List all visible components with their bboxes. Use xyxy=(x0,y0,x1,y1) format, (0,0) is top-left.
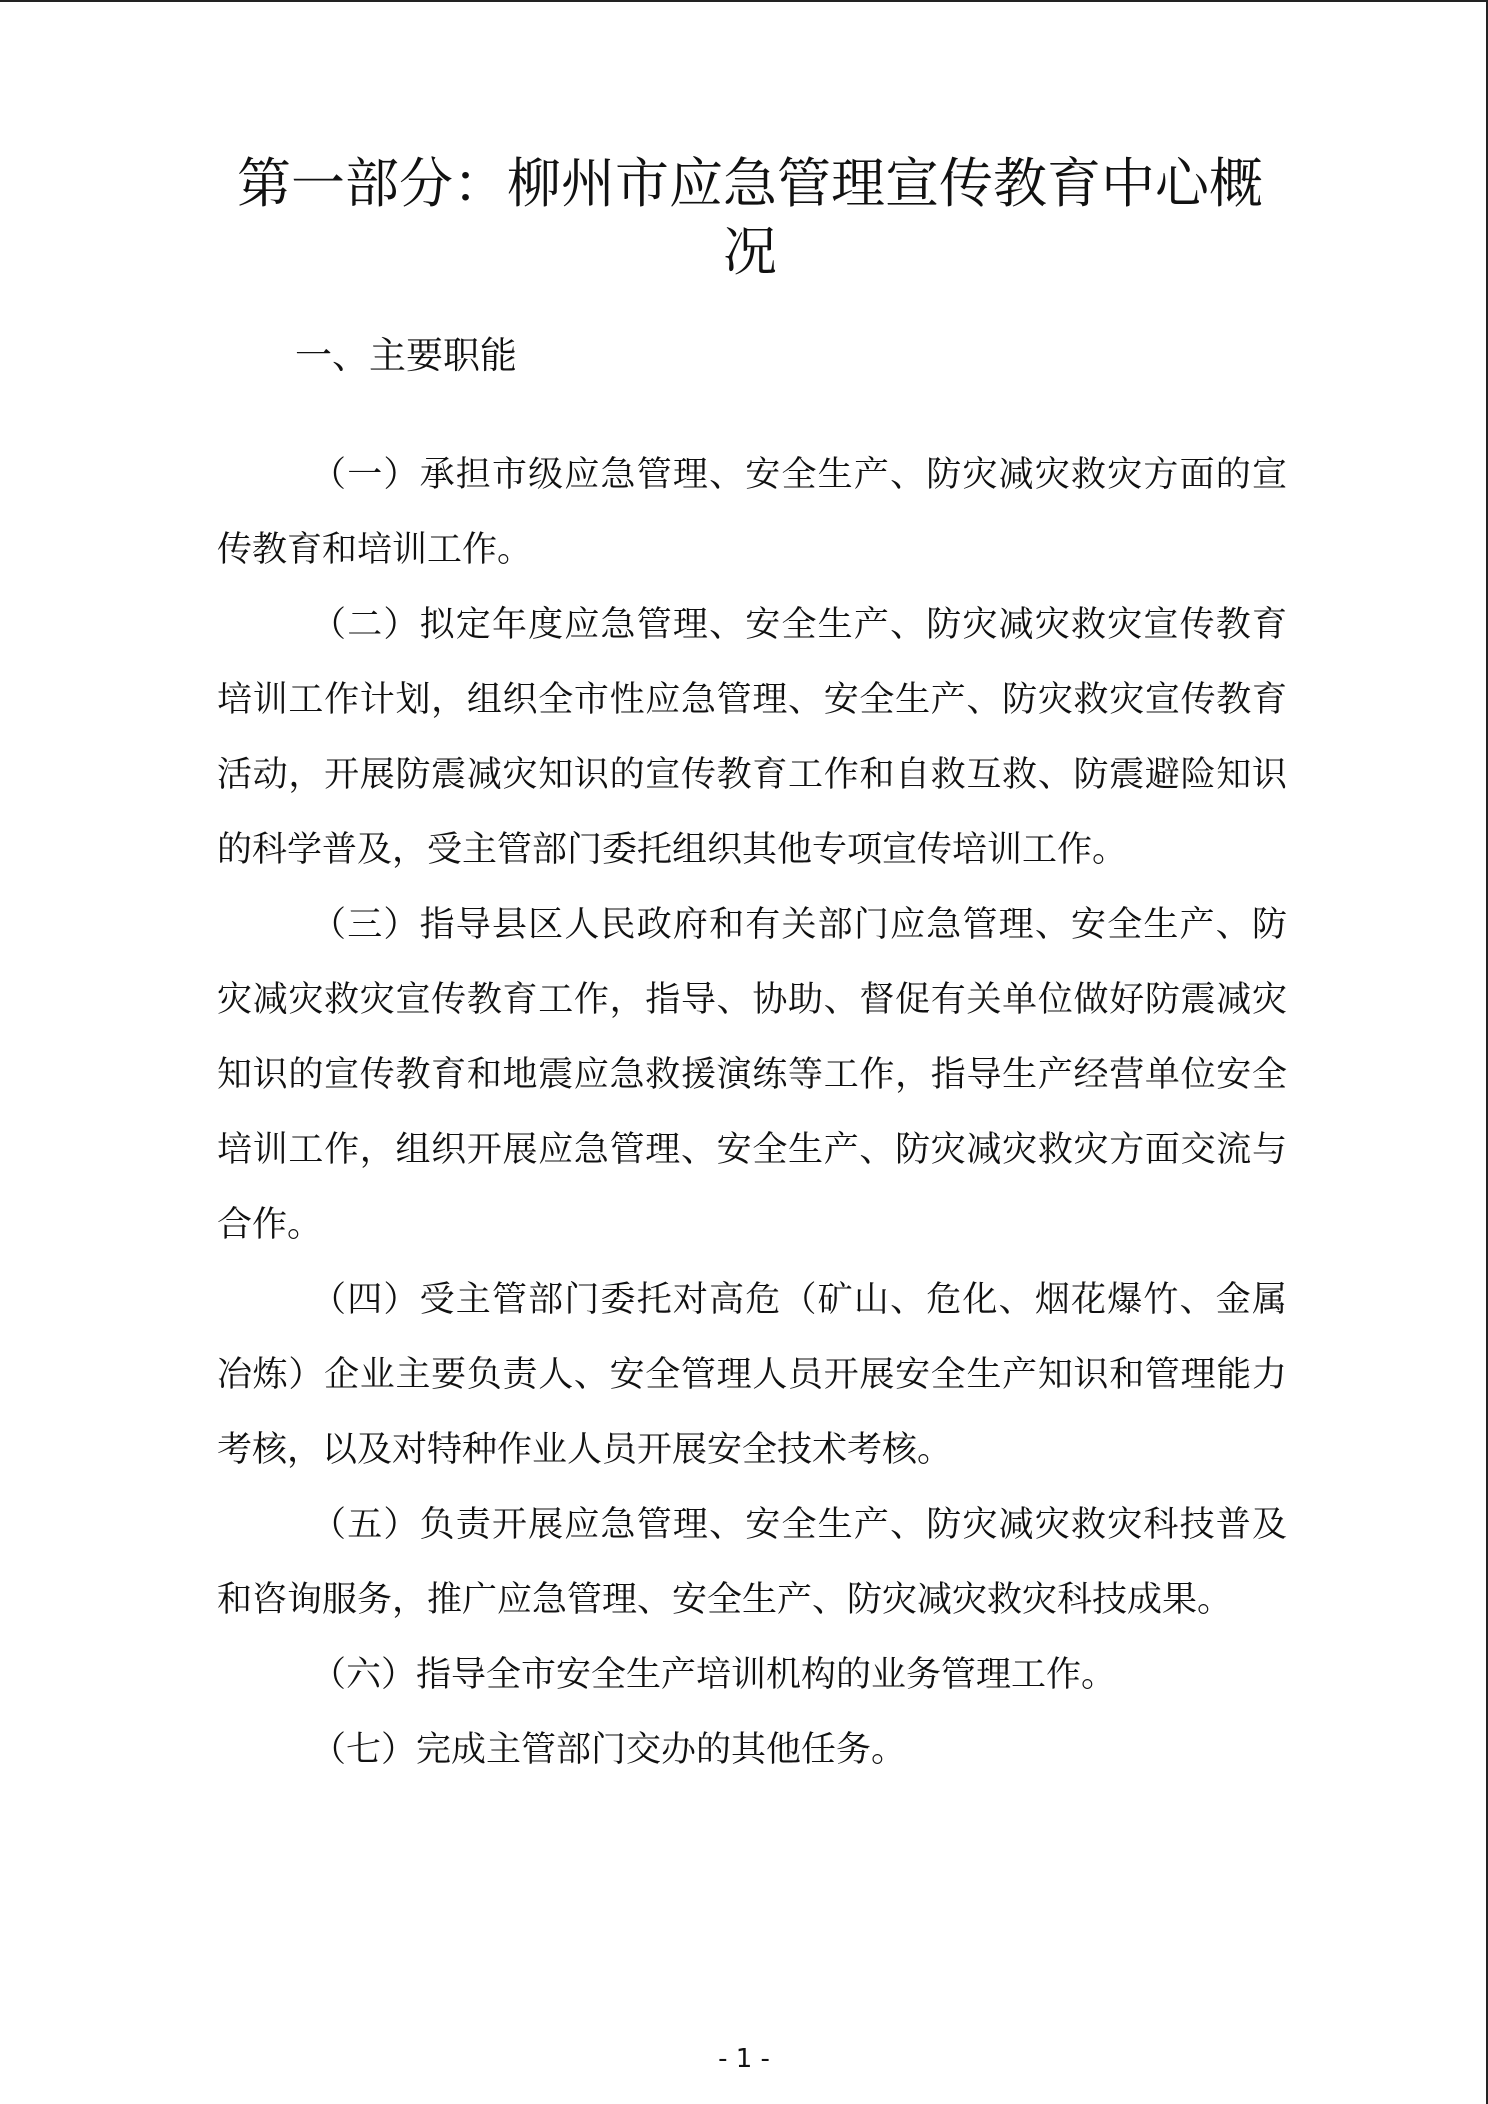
paragraph-duty-7: （七）完成主管部门交办的其他任务。 xyxy=(311,1730,907,1770)
paragraph-duty-3: （三）指导县区人民政府和有关部门应急管理、安全生产、防灾减灾救灾宣传教育工作，指导、协助、督促有关单位做好防震减灾知识的宣传教育和地震应急救援演练等工作，指导生产经营单位安全培训工作，组织开展应急管理、安全生产、防灾减灾救灾方面交流与合作。 xyxy=(217,905,1287,1245)
paragraph-duty-2: （二）拟定年度应急管理、安全生产、防灾减灾救灾宣传教育培训工作计划，组织全市性应急管理、安全生产、防灾救灾宣传教育活动，开展防震减灾知识的宣传教育工作和自救互救、防震避险知识的科学普及，受主管部门委托组织其他专项宣传培训工作。 xyxy=(217,605,1287,870)
page-title: 第一部分：柳州市应急管理宣传教育中心概况 xyxy=(237,152,1263,283)
body-text xyxy=(217,438,1287,1788)
paragraph-duty-1: （一）承担市级应急管理、安全生产、防灾减灾救灾方面的宣传教育和培训工作。 xyxy=(217,455,1287,570)
paragraph-duty-5: （五）负责开展应急管理、安全生产、防灾减灾救灾科技普及和咨询服务，推广应急管理、安全生产、防灾减灾救灾科技成果。 xyxy=(217,1505,1287,1620)
page-number: - 1 - xyxy=(718,2044,770,2074)
paragraph-duty-6: （六）指导全市安全生产培训机构的业务管理工作。 xyxy=(311,1655,1117,1695)
section-heading: 一、主要职能 xyxy=(295,334,517,377)
paragraph-duty-4: （四）受主管部门委托对高危（矿山、危化、烟花爆竹、金属冶炼）企业主要负责人、安全管理人员开展安全生产知识和管理能力考核，以及对特种作业人员开展安全技术考核。 xyxy=(217,1280,1287,1470)
